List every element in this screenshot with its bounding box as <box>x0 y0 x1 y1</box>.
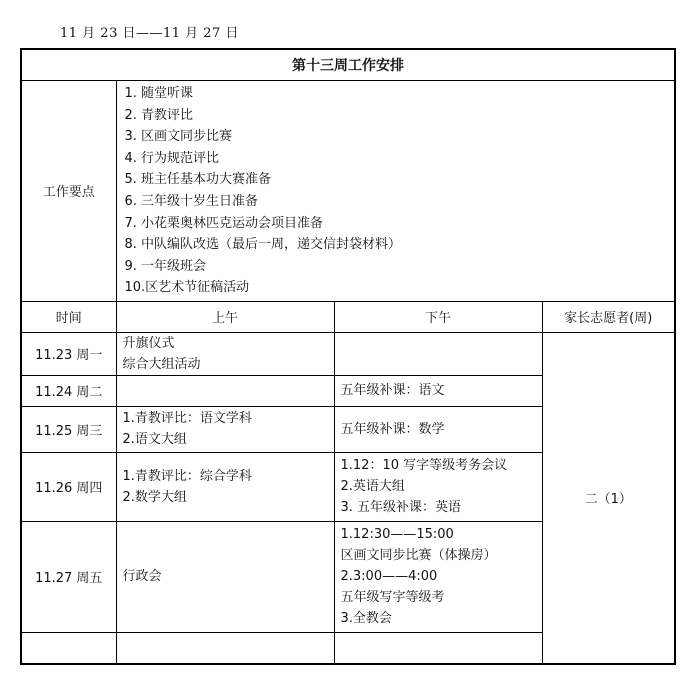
afternoon-cell <box>334 332 542 375</box>
afternoon-item: 2.英语大组 <box>340 479 405 495</box>
table-title: 第十三周工作安排 <box>21 49 675 81</box>
volunteer-cell: 二（1） <box>542 332 675 664</box>
column-header-morning: 上午 <box>116 301 334 332</box>
key-point-item: 1. 随堂听课 <box>124 86 194 101</box>
key-point-item: 7. 小花栗奥林匹克运动会项目准备 <box>124 215 324 231</box>
column-header-afternoon: 下午 <box>334 301 542 332</box>
afternoon-item: 1.12:30——15:00 <box>340 527 454 543</box>
day-label: 11.26 周四 <box>21 452 116 521</box>
morning-item: 1.青教评比：语文学科 <box>122 411 252 427</box>
key-point-item: 3. 区画文同步比赛 <box>124 129 233 145</box>
empty-cell <box>116 632 334 664</box>
day-label: 11.27 周五 <box>21 521 116 632</box>
title-row <box>21 49 675 81</box>
afternoon-item: 3. 五年级补课：英语 <box>340 500 462 516</box>
weekly-schedule-table <box>20 48 676 665</box>
afternoon-item: 五年级写字等级考 <box>340 590 445 606</box>
key-point-item: 6. 三年级十岁生日准备 <box>124 193 259 209</box>
date-range: 11 月 23 日——11 月 27 日 <box>60 26 239 41</box>
key-points-list <box>125 83 667 299</box>
afternoon-cell <box>334 375 542 406</box>
afternoon-item: 五年级补课：语文 <box>340 383 445 399</box>
key-point-item: 5. 班主任基本功大赛准备 <box>124 172 272 188</box>
key-point-item: 10.区艺术节征稿活动 <box>124 280 250 296</box>
morning-item: 综合大组活动 <box>122 356 201 372</box>
afternoon-item: 2.3:00——4:00 <box>340 569 438 585</box>
key-point-item: 2. 青教评比 <box>124 107 194 123</box>
table-row <box>21 332 675 375</box>
empty-cell <box>21 632 116 664</box>
key-point-item: 9. 一年级班会 <box>124 258 207 274</box>
column-header-volunteer: 家长志愿者(周) <box>542 301 675 332</box>
column-header-time: 时间 <box>21 301 116 332</box>
morning-cell <box>116 332 334 375</box>
afternoon-cell <box>334 406 542 452</box>
day-label: 11.23 周一 <box>21 332 116 375</box>
morning-cell <box>116 521 334 632</box>
empty-cell <box>334 632 542 664</box>
morning-item: 行政会 <box>122 569 162 585</box>
afternoon-item: 五年级补课：数学 <box>340 421 445 437</box>
day-label: 11.25 周三 <box>21 406 116 452</box>
column-header-row <box>21 301 675 332</box>
afternoon-item: 1.12：10 写字等级考务会议 <box>340 458 508 474</box>
key-points-label: 工作要点 <box>21 81 116 302</box>
morning-item: 2.数学大组 <box>122 489 187 505</box>
day-label: 11.24 周二 <box>21 375 116 406</box>
morning-item: 升旗仪式 <box>122 335 175 351</box>
key-point-item: 8. 中队编队改选（最后一周，递交信封袋材料） <box>124 237 402 253</box>
afternoon-item: 区画文同步比赛（体操房） <box>340 548 497 564</box>
afternoon-item: 3.全教会 <box>340 611 392 627</box>
key-points-row <box>21 81 675 302</box>
afternoon-cell <box>334 521 542 632</box>
key-point-item: 4. 行为规范评比 <box>124 150 220 166</box>
morning-item: 1.青教评比：综合学科 <box>122 468 252 484</box>
morning-item: 2.语文大组 <box>122 432 187 448</box>
key-points-cell <box>116 81 675 302</box>
morning-cell <box>116 375 334 406</box>
morning-cell <box>116 452 334 521</box>
afternoon-cell <box>334 452 542 521</box>
morning-cell <box>116 406 334 452</box>
